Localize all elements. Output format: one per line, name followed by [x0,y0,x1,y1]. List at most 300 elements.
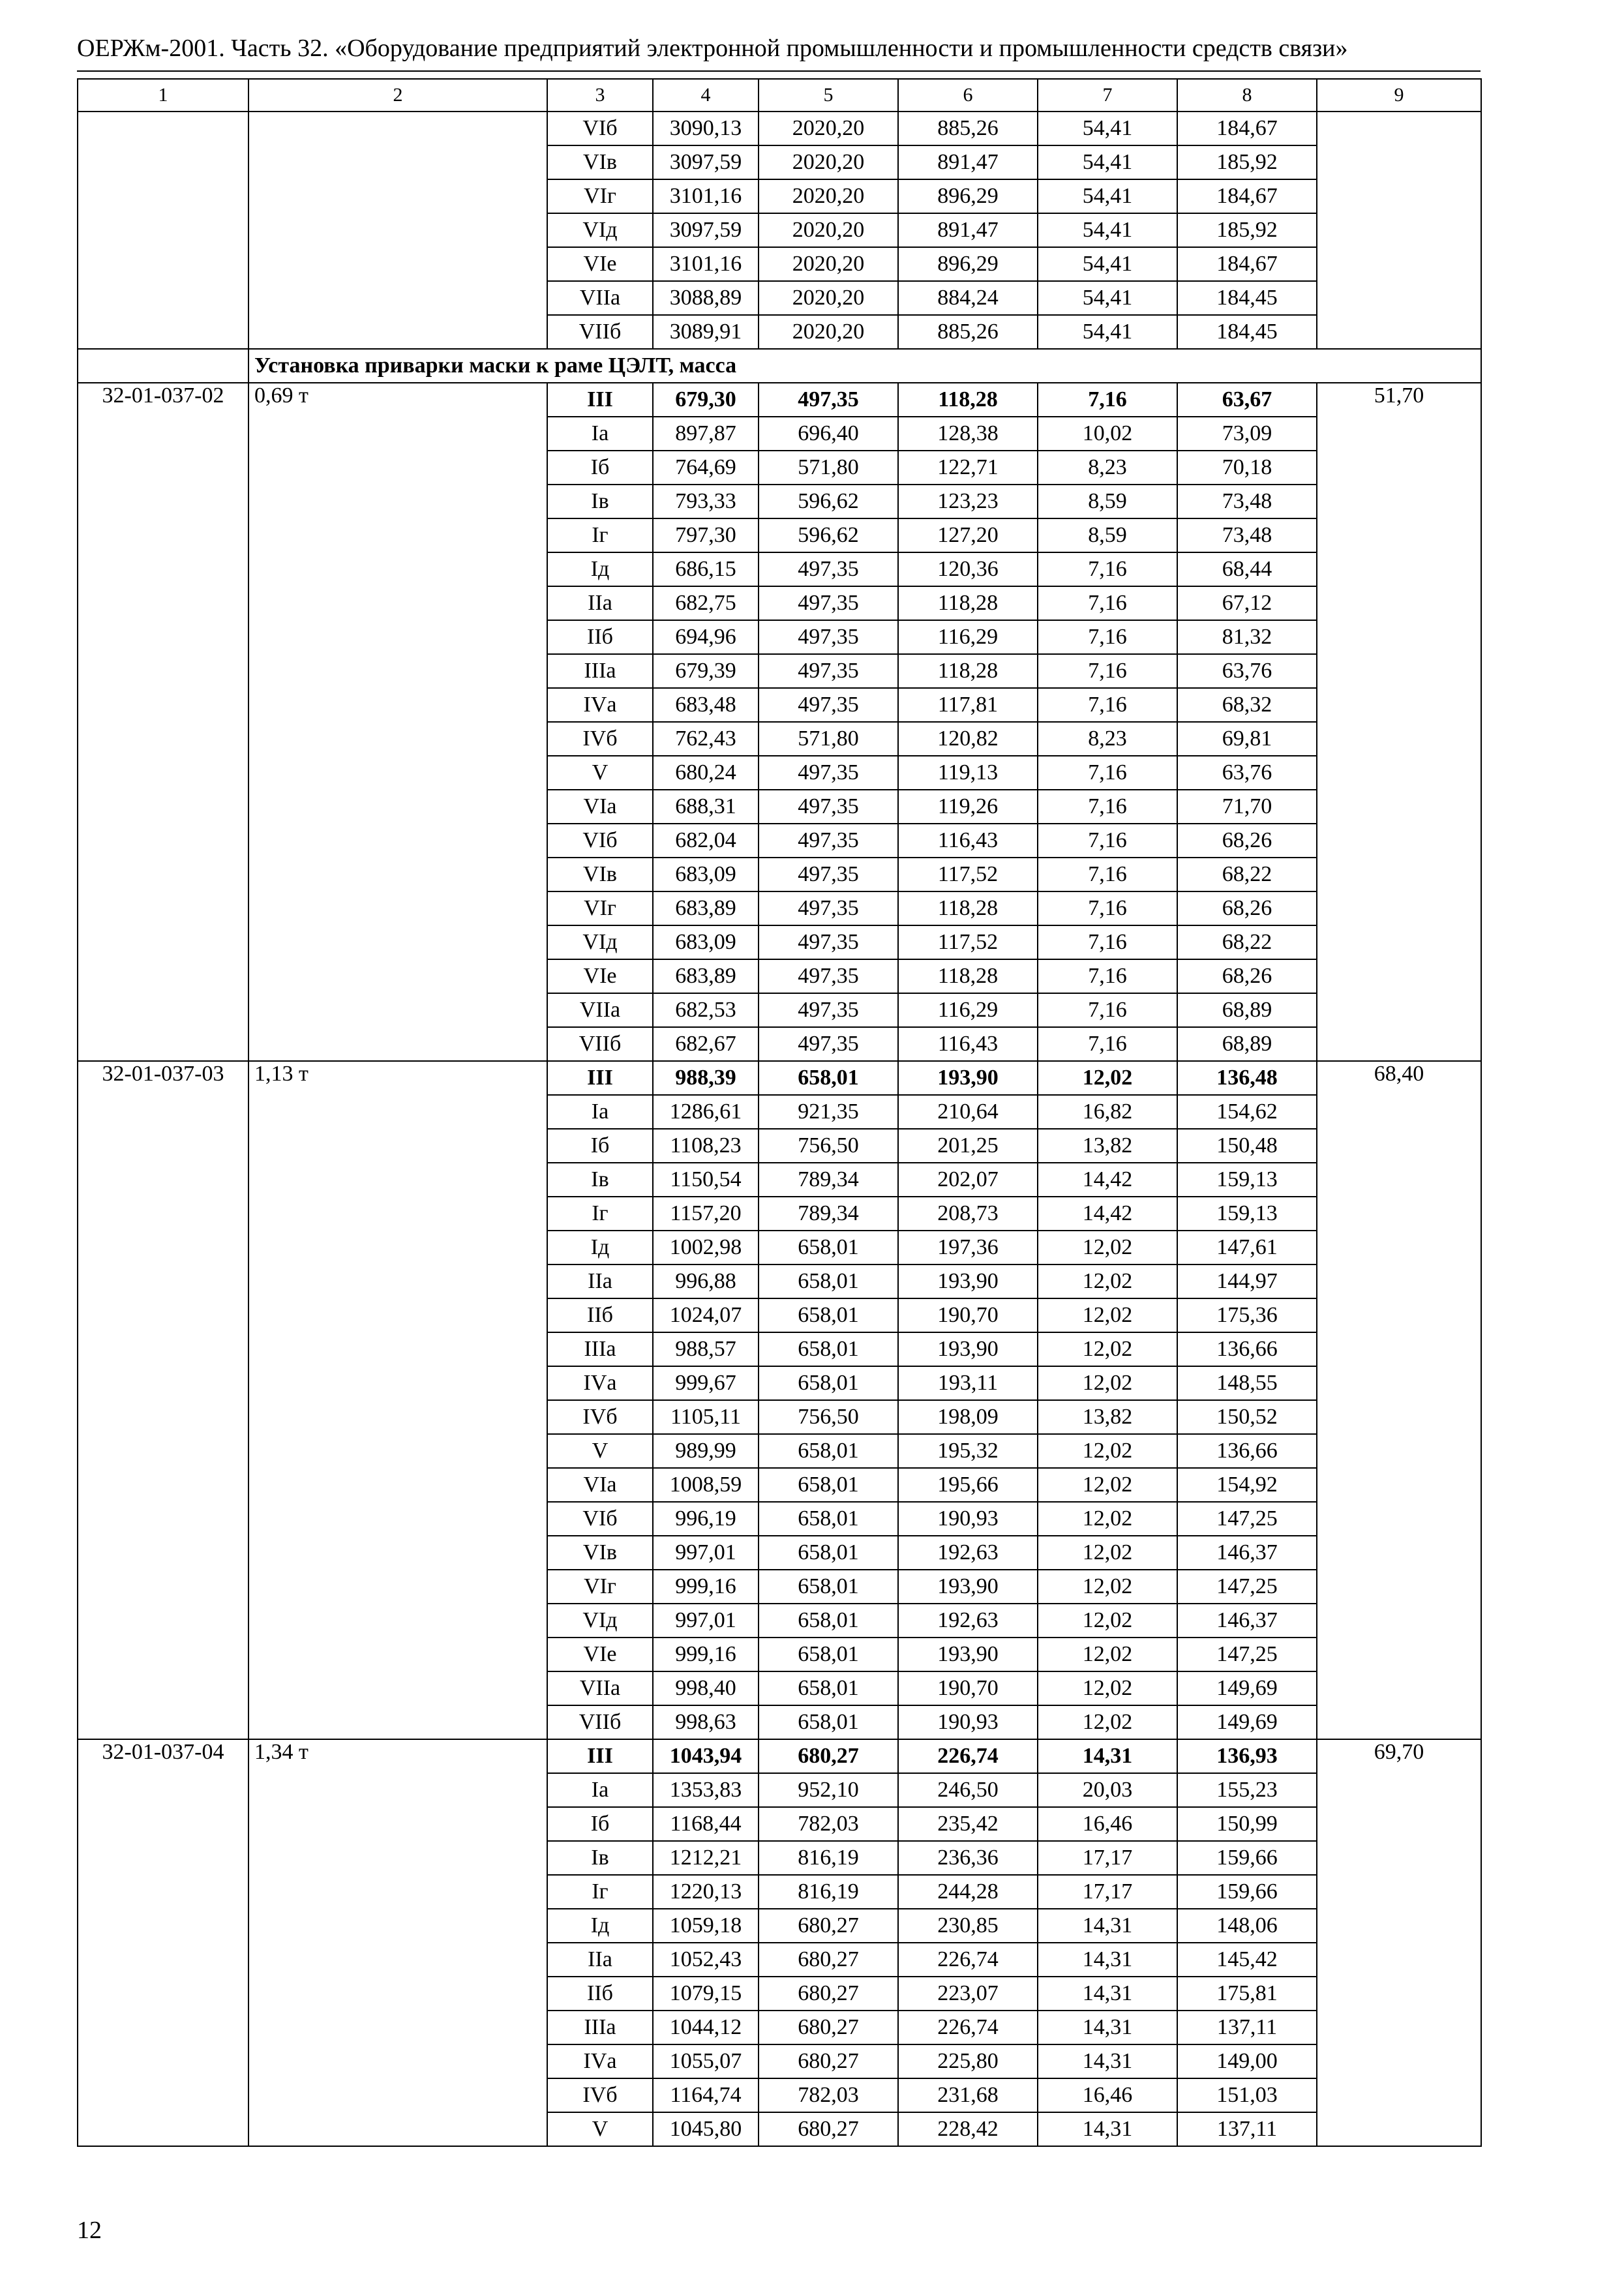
value-cell: 244,28 [898,1875,1038,1909]
table-row [78,1027,1481,1061]
mass-cell [248,586,547,620]
col9-cell [1317,281,1481,315]
resource-code-cell: Iд [547,552,653,586]
value-cell: 184,45 [1177,281,1317,315]
value-cell: 228,42 [898,2112,1038,2146]
col9-cell [1317,2078,1481,2112]
table-row [78,1739,1481,1773]
value-cell: 999,16 [653,1570,759,1604]
value-cell: 127,20 [898,518,1038,552]
resource-code-cell: VIв [547,858,653,891]
value-cell: 116,43 [898,1027,1038,1061]
value-cell: 1353,83 [653,1773,759,1807]
value-cell: 896,29 [898,179,1038,213]
table-row [78,485,1481,518]
value-cell: 14,31 [1038,1943,1177,1977]
value-cell: 14,31 [1038,2112,1177,2146]
code-cell [78,688,248,722]
table-row [78,654,1481,688]
value-cell: 1002,98 [653,1231,759,1264]
value-cell: 816,19 [759,1841,898,1875]
code-cell [78,858,248,891]
table-row [78,1434,1481,1468]
value-cell: 921,35 [759,1095,898,1129]
value-cell: 12,02 [1038,1502,1177,1536]
mass-cell [248,485,547,518]
value-cell: 193,90 [898,1061,1038,1095]
mass-cell [248,824,547,858]
value-cell: 571,80 [759,451,898,485]
value-cell: 12,02 [1038,1536,1177,1570]
col9-cell [1317,1705,1481,1739]
value-cell: 571,80 [759,722,898,756]
mass-cell [248,1163,547,1197]
resource-code-cell: VIIа [547,281,653,315]
value-cell: 14,31 [1038,2011,1177,2044]
value-cell: 497,35 [759,858,898,891]
code-cell [78,1943,248,1977]
value-cell: 12,02 [1038,1570,1177,1604]
col9-cell [1317,247,1481,281]
mass-cell [248,2112,547,2146]
value-cell: 680,27 [759,2044,898,2078]
value-cell: 756,50 [759,1129,898,1163]
mass-cell [248,1129,547,1163]
resource-code-cell: VIб [547,112,653,145]
mass-cell [248,756,547,790]
value-cell: 7,16 [1038,790,1177,824]
value-cell: 118,28 [898,959,1038,993]
col9-cell [1317,1298,1481,1332]
value-cell: 10,02 [1038,417,1177,451]
value-cell: 128,38 [898,417,1038,451]
code-cell [78,1332,248,1366]
table-row [78,1570,1481,1604]
value-cell: 1044,12 [653,2011,759,2044]
value-cell: 201,25 [898,1129,1038,1163]
code-cell [78,586,248,620]
value-cell: 12,02 [1038,1705,1177,1739]
value-cell: 236,36 [898,1841,1038,1875]
code-cell [78,1468,248,1502]
code-cell [78,1197,248,1231]
table-row [78,1943,1481,1977]
col9-cell [1317,1841,1481,1875]
code-cell [78,1570,248,1604]
value-cell: 192,63 [898,1604,1038,1638]
value-cell: 13,82 [1038,1400,1177,1434]
mass-cell [248,891,547,925]
value-cell: 148,55 [1177,1366,1317,1400]
code-cell [78,1264,248,1298]
value-cell: 118,28 [898,586,1038,620]
value-cell: 1043,94 [653,1739,759,1773]
value-cell: 20,03 [1038,1773,1177,1807]
table-row [78,620,1481,654]
value-cell: 193,90 [898,1264,1038,1298]
value-cell: 596,62 [759,518,898,552]
page-number: 12 [77,2217,102,2244]
value-cell: 68,44 [1177,552,1317,586]
code-cell [78,485,248,518]
col9-cell [1317,1332,1481,1366]
col9-cell [1317,2044,1481,2078]
column-number: 6 [898,79,1038,112]
value-cell: 1024,07 [653,1298,759,1332]
col9-cell [1317,891,1481,925]
table-row [78,2078,1481,2112]
value-cell: 683,09 [653,858,759,891]
col9-cell [1317,756,1481,790]
mass-cell [248,518,547,552]
value-cell: 793,33 [653,485,759,518]
value-cell: 952,10 [759,1773,898,1807]
col9-cell [1317,1502,1481,1536]
code-cell [78,1434,248,1468]
mass-cell [248,2078,547,2112]
code-cell [78,722,248,756]
col9-cell [1317,1570,1481,1604]
value-cell: 988,57 [653,1332,759,1366]
table-row [78,1264,1481,1298]
table-row [78,417,1481,451]
value-cell: 68,22 [1177,925,1317,959]
mass-value: 0,69 т [248,383,547,417]
resource-code-cell: V [547,2112,653,2146]
code-cell [78,315,248,349]
table-row [78,179,1481,213]
resource-code-cell: Iв [547,1841,653,1875]
value-cell: 159,13 [1177,1197,1317,1231]
code-cell [78,1977,248,2011]
value-cell: 198,09 [898,1400,1038,1434]
table-row [78,1298,1481,1332]
value-cell: 235,42 [898,1807,1038,1841]
value-cell: 7,16 [1038,586,1177,620]
mass-cell [248,2044,547,2078]
value-cell: 148,06 [1177,1909,1317,1943]
value-cell: 54,41 [1038,281,1177,315]
code-cell [78,1129,248,1163]
value-cell: 497,35 [759,383,898,417]
table-row [78,1671,1481,1705]
value-cell: 136,66 [1177,1434,1317,1468]
table-row [78,891,1481,925]
value-cell: 117,81 [898,688,1038,722]
value-cell: 789,34 [759,1197,898,1231]
value-cell: 226,74 [898,1943,1038,1977]
value-cell: 497,35 [759,756,898,790]
mass-cell [248,2011,547,2044]
value-cell: 3101,16 [653,247,759,281]
table-row [78,722,1481,756]
value-cell: 154,92 [1177,1468,1317,1502]
mass-cell [248,1773,547,1807]
value-cell: 7,16 [1038,1027,1177,1061]
col9-cell [1317,1773,1481,1807]
col9-cell [1317,959,1481,993]
value-cell: 683,89 [653,891,759,925]
code-cell [78,1773,248,1807]
mass-cell [248,1197,547,1231]
col9-cell [1317,925,1481,959]
value-cell: 146,37 [1177,1604,1317,1638]
value-cell: 193,90 [898,1332,1038,1366]
value-cell: 190,93 [898,1705,1038,1739]
code-cell [78,1366,248,1400]
code-cell [78,552,248,586]
value-cell: 185,92 [1177,213,1317,247]
section-row [78,349,1481,383]
value-cell: 8,59 [1038,485,1177,518]
col9-cell [1317,1366,1481,1400]
mass-cell [248,247,547,281]
table-row [78,1638,1481,1671]
table-row [78,1163,1481,1197]
column-number: 5 [759,79,898,112]
value-cell: 996,19 [653,1502,759,1536]
code-cell [78,1095,248,1129]
column-number: 7 [1038,79,1177,112]
col9-cell [1317,1163,1481,1197]
value-cell: 14,31 [1038,1909,1177,1943]
col9-cell [1317,451,1481,485]
resource-code-cell: VIд [547,213,653,247]
code-cell [78,993,248,1027]
value-cell: 136,48 [1177,1061,1317,1095]
code-cell [78,179,248,213]
table-row [78,790,1481,824]
resource-code-cell: Iв [547,1163,653,1197]
value-cell: 73,48 [1177,518,1317,552]
resource-code-cell: VIе [547,247,653,281]
mass-cell [248,1231,547,1264]
resource-code-cell: VIа [547,1468,653,1502]
value-cell: 497,35 [759,688,898,722]
table-row [78,1400,1481,1434]
mass-cell [248,1841,547,1875]
table-row [78,1909,1481,1943]
value-cell: 154,62 [1177,1095,1317,1129]
table-row [78,1332,1481,1366]
value-cell: 998,40 [653,1671,759,1705]
mass-cell [248,1400,547,1434]
value-cell: 658,01 [759,1705,898,1739]
code-cell [78,2078,248,2112]
value-cell: 2020,20 [759,247,898,281]
col9-cell [1317,1400,1481,1434]
col9-cell [1317,1875,1481,1909]
table-row [78,2044,1481,2078]
value-cell: 8,23 [1038,451,1177,485]
table-row [78,1502,1481,1536]
col9-cell [1317,485,1481,518]
value-cell: 497,35 [759,620,898,654]
rate-code: 32-01-037-02 [78,383,248,417]
table-row [78,213,1481,247]
value-cell: 762,43 [653,722,759,756]
value-cell: 658,01 [759,1264,898,1298]
code-cell [78,925,248,959]
value-cell: 17,17 [1038,1875,1177,1909]
value-cell: 7,16 [1038,654,1177,688]
code-cell [78,654,248,688]
col9-cell [1317,1909,1481,1943]
value-cell: 159,66 [1177,1875,1317,1909]
value-cell: 1008,59 [653,1468,759,1502]
code-cell [78,1536,248,1570]
value-cell: 150,99 [1177,1807,1317,1841]
value-cell: 117,52 [898,925,1038,959]
value-cell: 246,50 [898,1773,1038,1807]
value-cell: 497,35 [759,824,898,858]
value-cell: 116,29 [898,993,1038,1027]
value-cell: 12,02 [1038,1638,1177,1671]
value-cell: 14,42 [1038,1163,1177,1197]
value-cell: 680,27 [759,2112,898,2146]
value-cell: 68,32 [1177,688,1317,722]
resource-code-cell: IIа [547,586,653,620]
mass-cell [248,315,547,349]
table-row [78,315,1481,349]
value-cell: 884,24 [898,281,1038,315]
value-cell: 159,66 [1177,1841,1317,1875]
value-cell: 1164,74 [653,2078,759,2112]
value-cell: 123,23 [898,485,1038,518]
value-cell: 1055,07 [653,2044,759,2078]
value-cell: 70,18 [1177,451,1317,485]
value-cell: 1157,20 [653,1197,759,1231]
resource-code-cell: VIIа [547,1671,653,1705]
value-cell: 12,02 [1038,1604,1177,1638]
value-cell: 686,15 [653,552,759,586]
value-cell: 68,89 [1177,1027,1317,1061]
col9-cell [1317,790,1481,824]
value-cell: 3101,16 [653,179,759,213]
code-cell [78,451,248,485]
code-cell [78,959,248,993]
value-cell: 68,22 [1177,858,1317,891]
col9-cell [1317,145,1481,179]
value-cell: 896,29 [898,247,1038,281]
value-cell: 1108,23 [653,1129,759,1163]
value-cell: 8,23 [1038,722,1177,756]
value-cell: 764,69 [653,451,759,485]
resource-code-cell: VIг [547,179,653,213]
value-cell: 13,82 [1038,1129,1177,1163]
resource-code-cell: IIб [547,1298,653,1332]
value-cell: 122,71 [898,451,1038,485]
code-cell [78,1604,248,1638]
table-row [78,145,1481,179]
table-row [78,1536,1481,1570]
value-cell: 54,41 [1038,247,1177,281]
resource-code-cell: IVб [547,722,653,756]
mass-cell [248,1502,547,1536]
value-cell: 997,01 [653,1536,759,1570]
value-cell: 680,27 [759,1739,898,1773]
table-row [78,993,1481,1027]
value-cell: 63,67 [1177,383,1317,417]
code-cell [78,620,248,654]
mass-cell [248,1604,547,1638]
column-number-row [78,79,1481,112]
value-cell: 12,02 [1038,1231,1177,1264]
value-cell: 190,93 [898,1502,1038,1536]
table-row [78,1366,1481,1400]
value-cell: 184,67 [1177,247,1317,281]
value-cell: 54,41 [1038,112,1177,145]
mass-cell [248,417,547,451]
mass-cell [248,1298,547,1332]
mass-cell [248,925,547,959]
value-cell: 988,39 [653,1061,759,1095]
col9-cell [1317,1264,1481,1298]
table-row [78,552,1481,586]
value-cell: 14,42 [1038,1197,1177,1231]
value-cell: 999,67 [653,1366,759,1400]
value-cell: 3097,59 [653,145,759,179]
table-row [78,1231,1481,1264]
table-row [78,247,1481,281]
mass-cell [248,112,547,145]
resource-code-cell: Iб [547,1129,653,1163]
col9-cell [1317,1807,1481,1841]
value-cell: 118,28 [898,383,1038,417]
value-cell: 150,52 [1177,1400,1317,1434]
value-cell: 118,28 [898,654,1038,688]
value-cell: 680,27 [759,1977,898,2011]
mass-cell [248,1570,547,1604]
value-cell: 816,19 [759,1875,898,1909]
resource-code-cell: III [547,1061,653,1095]
value-cell: 68,26 [1177,824,1317,858]
resource-code-cell: IVа [547,1366,653,1400]
mass-cell [248,1909,547,1943]
value-cell: 175,81 [1177,1977,1317,2011]
mass-cell [248,1366,547,1400]
resource-code-cell: Iд [547,1231,653,1264]
column-number: 1 [78,79,248,112]
value-cell: 497,35 [759,1027,898,1061]
resource-code-cell: VIв [547,1536,653,1570]
value-cell: 14,31 [1038,1977,1177,2011]
resource-code-cell: V [547,756,653,790]
table-row [78,1468,1481,1502]
column-number: 3 [547,79,653,112]
value-cell: 12,02 [1038,1366,1177,1400]
value-cell: 202,07 [898,1163,1038,1197]
value-cell: 192,63 [898,1536,1038,1570]
resource-code-cell: VIе [547,1638,653,1671]
resource-code-cell: Iа [547,1773,653,1807]
value-cell: 596,62 [759,485,898,518]
value-cell: 797,30 [653,518,759,552]
value-cell: 682,53 [653,993,759,1027]
value-cell: 682,04 [653,824,759,858]
value-cell: 891,47 [898,145,1038,179]
value-cell: 658,01 [759,1332,898,1366]
mass-cell [248,1468,547,1502]
value-cell: 1168,44 [653,1807,759,1841]
mass-cell [248,993,547,1027]
value-cell: 694,96 [653,620,759,654]
code-cell [78,2112,248,2146]
col9-cell [1317,179,1481,213]
mass-cell [248,1638,547,1671]
col9-cell [1317,993,1481,1027]
resource-code-cell: Iб [547,1807,653,1841]
